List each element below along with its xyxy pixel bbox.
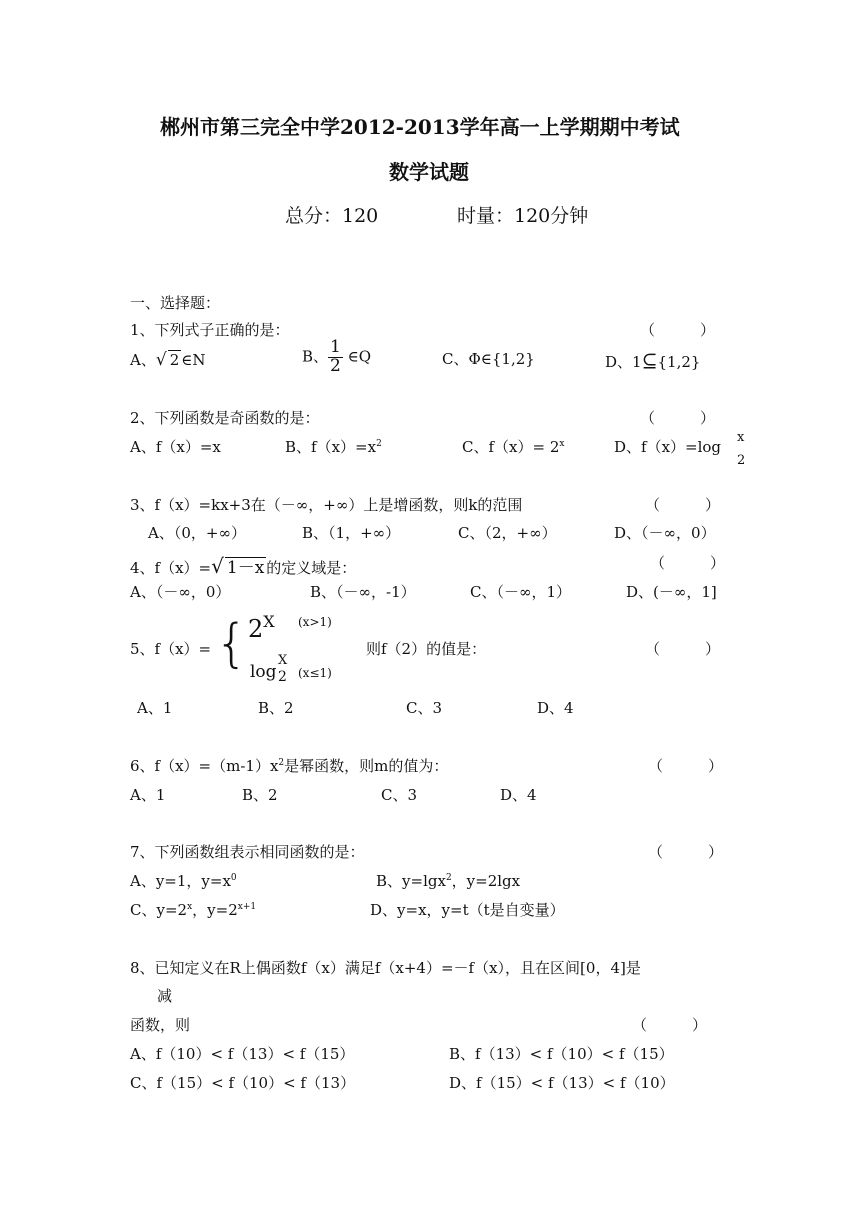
q7-option-c-base1: C、y=2: [130, 901, 188, 919]
total-score: 总分：120: [285, 205, 379, 227]
q2-option-d: D、f（x）=log: [614, 438, 722, 456]
q5-option-b: B、2: [258, 699, 294, 717]
q8-answer-blank: （ ）: [632, 1016, 708, 1034]
q5-case1-exponent: X: [263, 612, 275, 631]
q5-case1: [248, 612, 275, 644]
q2-option-b: [285, 438, 382, 456]
q5-option-c: C、3: [406, 699, 443, 717]
q1-option-d: [605, 350, 700, 373]
q1-option-a-radicand: 2: [169, 351, 180, 369]
q3-stem: 3、f（x）=kx+3在（－∞，+∞）上是增函数，则k的范围: [130, 496, 523, 514]
q2-option-a: A、f（x）=x: [130, 438, 221, 456]
q7-stem: 7、下列函数组表示相同函数的是：: [130, 843, 365, 861]
q6-option-b: B、2: [242, 786, 278, 804]
sqrt-symbol: √: [211, 554, 224, 578]
q8-option-d: D、f（15）< f（13）< f（10）: [449, 1074, 675, 1092]
q4-radicand: 1－x: [226, 558, 265, 578]
exam-subtitle: 数学试题: [389, 160, 469, 184]
exam-title: 郴州市第三完全中学2012-2013学年高一上学期期中考试: [160, 115, 680, 139]
q7-option-a-base: A、y=1，y=x: [130, 872, 231, 890]
q3-option-a: A、（0，+∞）: [148, 524, 246, 542]
q7-option-c: [130, 901, 256, 919]
q1-option-a-suffix: ∈N: [181, 351, 206, 369]
q5-case2-log: log: [250, 662, 277, 682]
q8-option-b: B、f（13）< f（10）< f（15）: [449, 1045, 674, 1063]
section-heading: 一、选择题：: [130, 294, 221, 312]
q2-option-d-log-argument: x: [737, 430, 745, 445]
sqrt-symbol: √: [155, 350, 167, 370]
q4-stem-suffix: 的定义域是：: [266, 559, 357, 577]
q1-option-a-prefix: A、: [130, 351, 156, 369]
q2-stem: 2、下列函数是奇函数的是：: [130, 409, 320, 427]
q7-option-a-exponent: 0: [230, 873, 237, 883]
subset-symbol: ⊆: [641, 350, 658, 372]
q1-option-b: [302, 339, 371, 376]
q1-option-b-suffix: ∈Q: [347, 347, 372, 366]
q4-option-c: C、（－∞，1）: [470, 583, 572, 601]
q3-answer-blank: （ ）: [645, 496, 721, 514]
q2-option-c-exponent: x: [559, 439, 565, 449]
q8-option-c: C、f（15）< f（10）< f（13）: [130, 1074, 356, 1092]
piecewise-brace: {: [215, 614, 249, 674]
q3-option-c: C、（2，+∞）: [458, 524, 557, 542]
q1-option-a: [130, 350, 205, 370]
q1-answer-blank: （ ）: [640, 321, 716, 339]
fraction: [328, 339, 343, 376]
q1-option-d-suffix: {1,2}: [657, 353, 701, 371]
q2-option-d-log-base: 2: [737, 453, 746, 468]
q4-answer-blank: （ ）: [650, 554, 726, 572]
q3-option-d: D、（－∞，0）: [614, 524, 716, 542]
q5-case1-condition: (x>1): [298, 615, 332, 629]
q1-option-b-prefix: B、: [302, 347, 329, 366]
q5-case2-log-argument: X: [278, 653, 288, 668]
q4-option-d: D、(－∞，1]: [626, 583, 717, 601]
q8-stem-line3: 函数，则: [130, 1016, 191, 1034]
q6-option-c: C、3: [381, 786, 418, 804]
q5-option-d: D、4: [537, 699, 574, 717]
q7-option-d: D、y=x，y=t（t是自变量）: [370, 901, 565, 919]
q4-option-b: B、（－∞，-1）: [310, 583, 416, 601]
q6-stem-suffix: 是幂函数，则m的值为：: [284, 757, 449, 775]
q3-option-b: B、（1，+∞）: [302, 524, 401, 542]
fraction-numerator: 1: [330, 337, 341, 357]
q1-stem: 1、下列式子正确的是：: [130, 321, 290, 339]
q6-option-d: D、4: [500, 786, 537, 804]
q2-option-c-base: C、f（x）= 2: [462, 438, 560, 456]
q7-option-a: [130, 872, 237, 890]
q5-option-a: A、1: [137, 699, 173, 717]
q6-option-a: A、1: [130, 786, 166, 804]
q1-option-d-prefix: D、1: [605, 353, 642, 371]
time-limit: 时量：120分钟: [457, 205, 589, 227]
q5-stem-prefix: 5、f（x）=: [130, 640, 212, 658]
q5-case2-condition: (x≤1): [298, 666, 332, 680]
q2-answer-blank: （ ）: [640, 409, 716, 427]
q4-stem-prefix: 4、f（x）=: [130, 559, 212, 577]
q6-stem-exponent: 2: [278, 758, 285, 768]
q4-option-a: A、（－∞，0）: [130, 583, 231, 601]
q7-option-b: [376, 872, 520, 890]
fraction-denominator: 2: [330, 355, 341, 376]
q8-stem-line2: 减: [157, 987, 173, 1005]
q2-option-c: [462, 438, 564, 456]
q4-stem: [130, 554, 356, 578]
q7-option-c-base2: ，y=2: [192, 901, 238, 919]
q7-option-c-exponent2: x+1: [237, 902, 257, 912]
q7-option-c-exponent1: x: [187, 902, 193, 912]
q6-stem-prefix: 6、f（x）=（m-1）x: [130, 757, 279, 775]
q1-option-c: C、Φ∈{1,2}: [442, 350, 535, 368]
q5-case1-base: 2: [248, 615, 264, 643]
q2-option-b-base: B、f（x）=x: [285, 438, 377, 456]
q7-option-b-base: B、y=lgx: [376, 872, 446, 890]
q8-stem-line1: 8、已知定义在R上偶函数f（x）满足f（x+4）=－f（x），且在区间[0，4]是: [130, 959, 641, 977]
q5-stem-suffix: 则f（2）的值是：: [366, 640, 487, 658]
q8-option-a: A、f（10）< f（13）< f（15）: [130, 1045, 355, 1063]
q2-option-b-exponent: 2: [376, 439, 382, 449]
q7-answer-blank: （ ）: [648, 843, 724, 861]
q7-option-b-exponent: 2: [445, 873, 452, 883]
q6-stem: [130, 757, 448, 775]
q7-option-b-suffix: ，y=2lgx: [451, 872, 521, 890]
q5-answer-blank: （ ）: [645, 640, 721, 658]
q5-case2-log-base: 2: [278, 669, 287, 685]
q6-answer-blank: （ ）: [648, 757, 724, 775]
